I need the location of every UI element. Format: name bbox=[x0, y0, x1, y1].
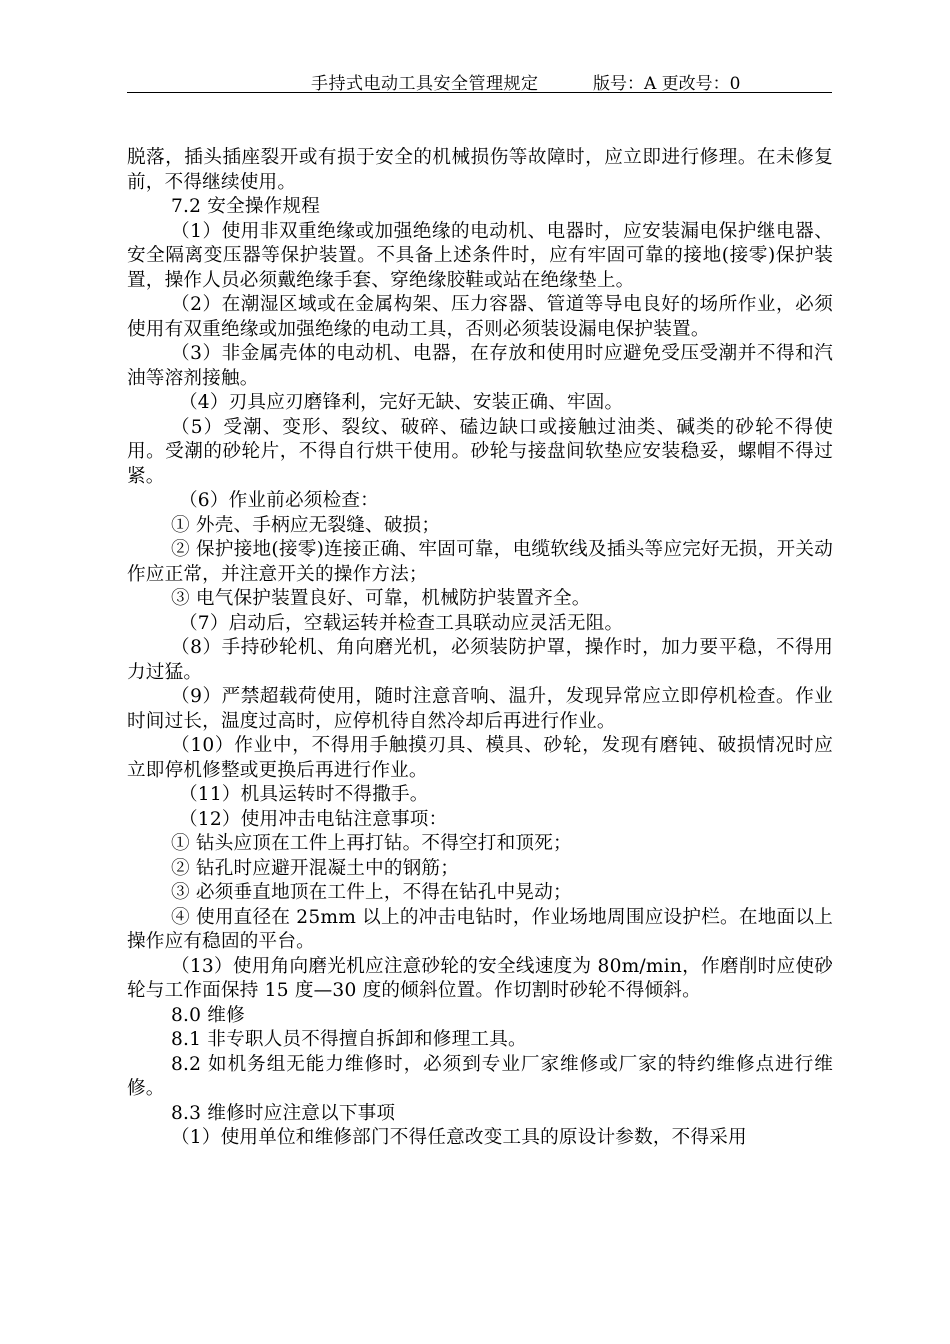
rule-item-4: （4）刃具应刃磨锋利，完好无缺、安装正确、牢固。 bbox=[179, 392, 624, 413]
rule-item-10: （10）作业中，不得用手触摸刃具、模具、砂轮，发现有磨钝、破损情况时应立即停机修整或更换后再进行作业。 bbox=[127, 735, 833, 781]
rule-item-12: （12）使用冲击电钻注意事项： bbox=[179, 808, 448, 830]
rule-item-6-sub-3: ③ 电气保护装置良好、可靠，机械防护装置齐全。 bbox=[171, 588, 591, 609]
rule-item-6-sub-2: ② 保护接地(接零)连接正确、牢固可靠，电缆软线及插头等应完好无损，开关动作应正常，并注意开关的操作方法； bbox=[127, 539, 833, 585]
rule-item-3: （3）非金属壳体的电动机、电器，在存放和使用时应避免受压受潮并不得和汽油等溶剂接触。 bbox=[127, 343, 833, 389]
rule-item-7: （7）启动后，空载运转并检查工具联动应灵活无阻。 bbox=[179, 612, 624, 634]
rule-item-6: （6）作业前必须检查： bbox=[179, 490, 379, 511]
document-title: 手持式电动工具安全管理规定 bbox=[311, 74, 539, 94]
document-body bbox=[127, 146, 833, 1151]
section-8-1: 8.1 非专职人员不得擅自拆卸和修理工具。 bbox=[171, 1029, 527, 1050]
rule-item-1: （1）使用非双重绝缘或加强绝缘的电动机、电器时，应安装漏电保护继电器、安全隔离变压器等保护装置。不具备上述条件时，应有牢固可靠的接地(接零)保护装置，操作人员必须戴绝缘手套、穿绝缘胶鞋或站在绝缘垫上。 bbox=[127, 220, 833, 291]
rule-item-13: （13）使用角向磨光机应注意砂轮的安全线速度为 80m/min，作磨削时应使砂轮与工作面保持 15 度—30 度的倾斜位置。作切割时砂轮不得倾斜。 bbox=[127, 955, 833, 1001]
section-heading-7-2: 7.2 安全操作规程 bbox=[171, 196, 321, 217]
section-heading-8-3: 8.3 维修时应注意以下事项 bbox=[171, 1102, 396, 1124]
rule-item-2: （2）在潮湿区域或在金属构架、压力容器、管道等导电良好的场所作业，必须使用有双重绝缘或加强绝缘的电动工具，否则必须装设漏电保护装置。 bbox=[127, 294, 833, 340]
section-heading-8-0: 8.0 维修 bbox=[171, 1004, 245, 1026]
paragraph-continuation: 脱落，插头插座裂开或有损于安全的机械损伤等故障时，应立即进行修理。在未修复前，不得继续使用。 bbox=[127, 147, 833, 193]
rule-item-9: （9）严禁超载荷使用，随时注意音响、温升，发现异常应立即停机检查。作业时间过长，温度过高时，应停机待自然冷却后再进行作业。 bbox=[127, 686, 833, 732]
rule-item-12-sub-4: ④ 使用直径在 25mm 以上的冲击电钻时，作业场地周围应设护栏。在地面以上操作应有稳固的平台。 bbox=[127, 906, 833, 952]
rule-item-11: （11）机具运转时不得撒手。 bbox=[179, 784, 429, 805]
page-header bbox=[127, 66, 832, 93]
rule-item-6-sub-1: ① 外壳、手柄应无裂缝、破损； bbox=[171, 514, 441, 536]
rule-item-12-sub-3: ③ 必须垂直地顶在工件上，不得在钻孔中晃动； bbox=[171, 882, 572, 903]
section-8-3-item-1: （1）使用单位和维修部门不得任意改变工具的原设计参数，不得采用 bbox=[171, 1127, 747, 1148]
version-number: 版号：A 更改号：0 bbox=[593, 74, 741, 94]
rule-item-12-sub-2: ② 钻孔时应避开混凝土中的钢筋； bbox=[171, 857, 460, 879]
rule-item-8: （8）手持砂轮机、角向磨光机，必须装防护罩，操作时，加力要平稳，不得用力过猛。 bbox=[127, 637, 833, 683]
rule-item-12-sub-1: ① 钻头应顶在工件上再打钻。不得空打和顶死； bbox=[171, 833, 572, 854]
section-8-2: 8.2 如机务组无能力维修时，必须到专业厂家维修或厂家的特约维修点进行维修。 bbox=[127, 1053, 833, 1099]
rule-item-5: （5）受潮、变形、裂纹、破碎、磕边缺口或接触过油类、碱类的砂轮不得使用。受潮的砂轮片，不得自行烘干使用。砂轮与接盘间软垫应安装稳妥，螺帽不得过紧。 bbox=[127, 416, 833, 487]
